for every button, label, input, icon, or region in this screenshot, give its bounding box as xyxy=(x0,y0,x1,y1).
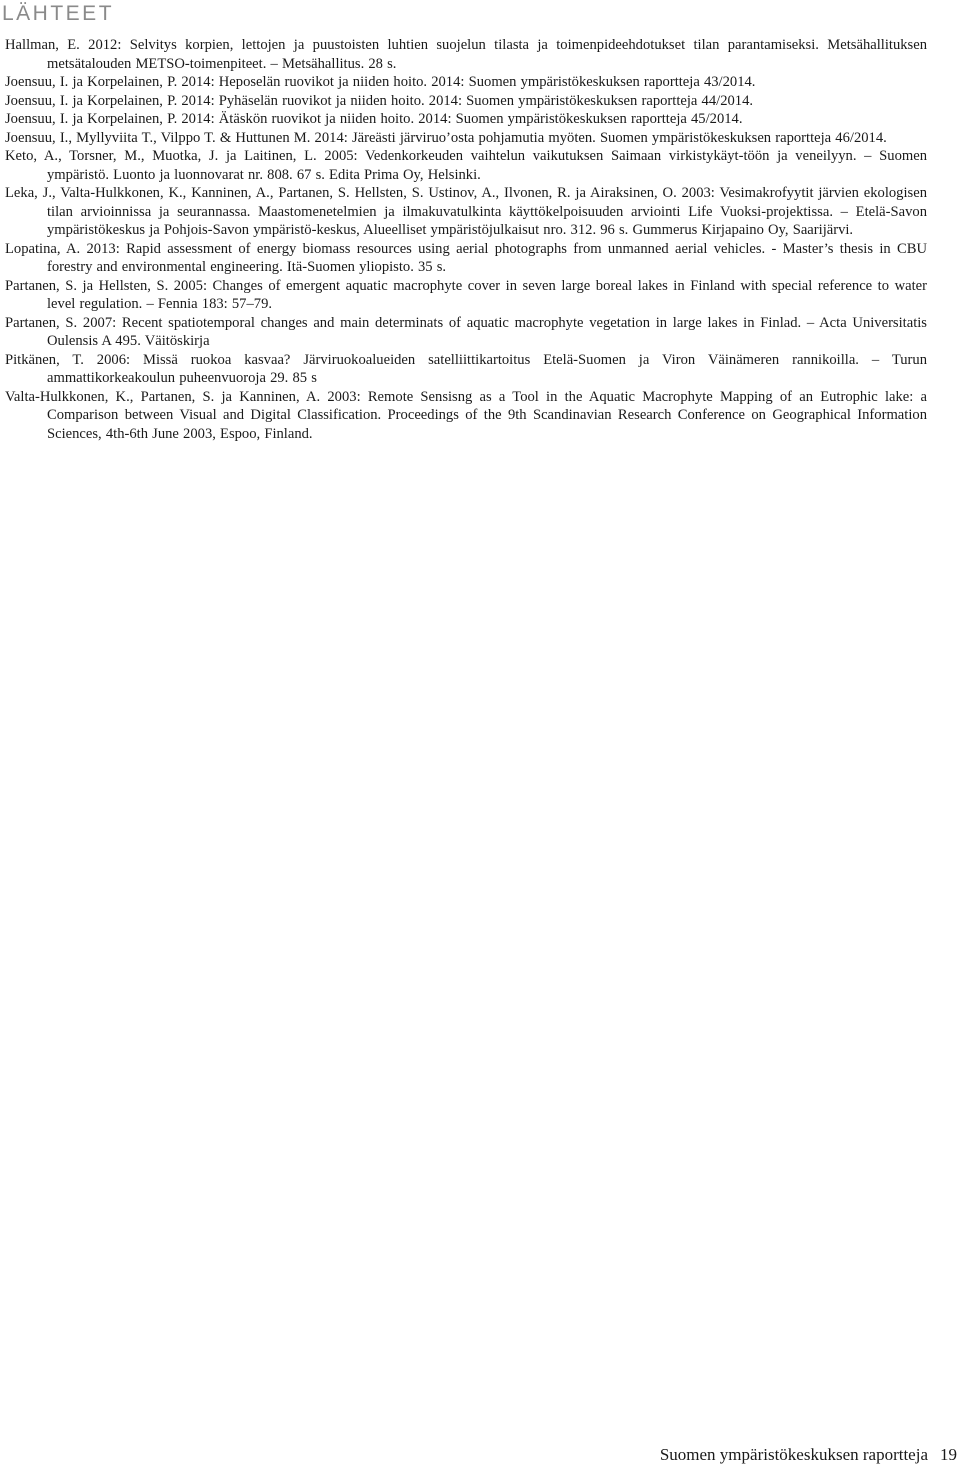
page-heading: LÄHTEET xyxy=(2,2,115,25)
reference-item: Joensuu, I., Myllyviita T., Vilppo T. & Huttunen M. 2014: Järeästi järviruo’osta pohjamutia myöten. Suomen ympäristökeskuksen raportteja 46/2014. xyxy=(5,129,887,146)
reference-item: Pitkänen, T. 2006: Missä ruokoa kasvaa? Järviruokoalueiden satelliittikartoitus Etelä-Suomen ja Viron Väinämeren rannikoilla. – Turun ammattikorkeakoulun puheenvuoroja 29. 85 s xyxy=(5,351,927,386)
footer-publication-title: Suomen ympäristökeskuksen raportteja xyxy=(659,1445,928,1464)
reference-item: Keto, A., Torsner, M., Muotka, J. ja Laitinen, L. 2005: Vedenkorkeuden vaihtelun vaikutuksen Saimaan virkistykäyt-töön ja veneilyyn. – Suomen ympäristö. Luonto ja luonnovarat nr. 808. 67 s. Edita Prima Oy, Helsinki. xyxy=(5,148,927,183)
reference-list xyxy=(5,36,927,443)
reference-item: Joensuu, I. ja Korpelainen, P. 2014: Ätäskön ruovikot ja niiden hoito. 2014: Suomen ympäristökeskuksen raportteja 45/2014. xyxy=(5,111,743,127)
reference-item: Joensuu, I. ja Korpelainen, P. 2014: Heposelän ruovikot ja niiden hoito. 2014: Suomen ympäristökeskuksen raportteja 43/2014. xyxy=(5,74,756,90)
reference-item: Joensuu, I. ja Korpelainen, P. 2014: Pyhäselän ruovikot ja niiden hoito. 2014: Suomen ympäristökeskuksen raportteja 44/2014. xyxy=(5,92,754,109)
reference-item: Leka, J., Valta-Hulkkonen, K., Kanninen, A., Partanen, S. Hellsten, S. Ustinov, A., Ilvonen, R. ja Airaksinen, O. 2003: Vesimakrofyytit järvien ekologisen tilan arvioinnissa ja seurannassa. Maastomenetelmien ja ilmakuvatulkinta käyttökelpoisuuden arviointi Life Vuoksi-projektissa. – Etelä-Savon ympäristökeskus ja Pohjois-Savon ympäristö-keskus, Alueelliset ympäristöjulkaisut nro. 312. 96 s. Gummerus Kirjapaino Oy, Saarijärvi. xyxy=(5,185,927,238)
page-footer xyxy=(660,1445,957,1465)
reference-item: Lopatina, A. 2013: Rapid assessment of energy biomass resources using aerial photographs from unmanned aerial vehicles. - Master’s thesis in CBU forestry and environmental engineering. Itä-Suomen yliopisto. 35 s. xyxy=(5,240,927,275)
reference-item: Partanen, S. 2007: Recent spatiotemporal changes and main determinats of aquatic macrophyte vegetation in large lakes in Finlad. – Acta Universitatis Oulensis A 495. Väitöskirja xyxy=(5,314,927,349)
reference-item: Partanen, S. ja Hellsten, S. 2005: Changes of emergent aquatic macrophyte cover in seven large boreal lakes in Finland with special reference to water level regulation. – Fennia 183: 57–79. xyxy=(5,277,927,312)
footer-page-number: 19 xyxy=(940,1445,957,1464)
reference-item: Valta-Hulkkonen, K., Partanen, S. ja Kanninen, A. 2003: Remote Sensisng as a Tool in the Aquatic Macrophyte Mapping of an Eutrophic lake: a Comparison between Visual and Digital Classification. Proceedings of the 9th Scandinavian Research Conference on Geographical Information Sciences, 4th-6th June 2003, Espoo, Finland. xyxy=(5,388,927,442)
reference-item: Hallman, E. 2012: Selvitys korpien, lettojen ja puustoisten luhtien suojelun tilasta ja toimenpideehdotukset tilan parantamiseksi. Metsähallituksen metsätalouden METSO-toimenpiteet. – Metsähallitus. 28 s. xyxy=(5,37,927,72)
